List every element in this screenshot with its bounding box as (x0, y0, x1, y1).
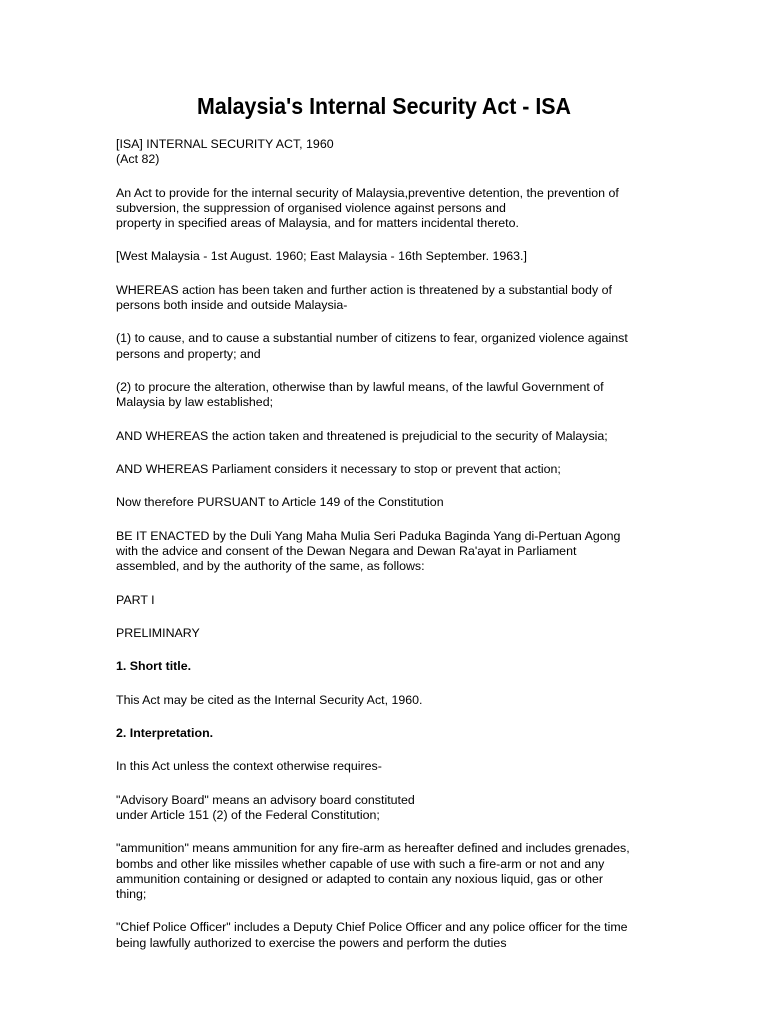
definition-ammunition: "ammunition" means ammunition for any fire-arm as hereafter defined and includes grenades, bombs and other like missiles whether capable of use with such a fire-arm or not and any ammunition containing or designed or adapted to contain any noxious liquid, gas or other thing; (116, 841, 630, 902)
pursuant-clause: Now therefore PURSUANT to Article 149 of the Constitution (116, 495, 444, 510)
enacting-formula: BE IT ENACTED by the Duli Yang Maha Mulia Seri Paduka Baginda Yang di-Pertuan Agong with the advice and consent of the Dewan Negara and Dewan Ra'ayat in Parliament assembled, and by the authority of the same, as follows: (116, 528, 621, 574)
definition-advisory-board: "Advisory Board" means an advisory board constituted under Article 151 (2) of the Federal Constitution; (116, 792, 415, 823)
part-heading: PART I (116, 592, 155, 607)
section-1-text: This Act may be cited as the Internal Security Act, 1960. (116, 692, 423, 707)
document-body (116, 137, 716, 969)
section-1-heading: 1. Short title. (116, 659, 192, 674)
definition-chief-police-officer: "Chief Police Officer" includes a Deputy Chief Police Officer and any police officer for the time being lawfully authorized to exercise the powers and perform the duties (116, 920, 628, 950)
preamble-item-2: (2) to procure the alteration, otherwise than by lawful means, of the lawful Government of Malaysia by law established; (116, 379, 604, 410)
preamble-and-whereas-2: AND WHEREAS Parliament considers it necessary to stop or prevent that action; (116, 461, 561, 476)
section-2-intro: In this Act unless the context otherwise requires- (116, 759, 382, 774)
long-title: An Act to provide for the internal security of Malaysia,preventive detention, the prevention of subversion, the suppression of organised violence against persons and property in specified areas of Malaysia, and for matters incidental thereto. (116, 185, 619, 230)
act-heading: [ISA] INTERNAL SECURITY ACT, 1960 (Act 82) (116, 137, 334, 167)
preamble-item-1: (1) to cause, and to cause a substantial number of citizens to fear, organized violence against persons and property; and (116, 331, 628, 361)
preamble-and-whereas-1: AND WHEREAS the action taken and threatened is prejudicial to the security of Malaysia; (116, 428, 608, 443)
page-title: Malaysia's Internal Security Act - ISA (196, 93, 572, 119)
commencement-dates: [West Malaysia - 1st August. 1960; East Malaysia - 16th September. 1963.] (116, 249, 527, 264)
section-2-heading: 2. Interpretation. (116, 726, 214, 741)
preamble-whereas: WHEREAS action has been taken and further action is threatened by a substantial body of persons both inside and outside Malaysia- (116, 282, 612, 312)
part-title: PRELIMINARY (116, 625, 200, 640)
